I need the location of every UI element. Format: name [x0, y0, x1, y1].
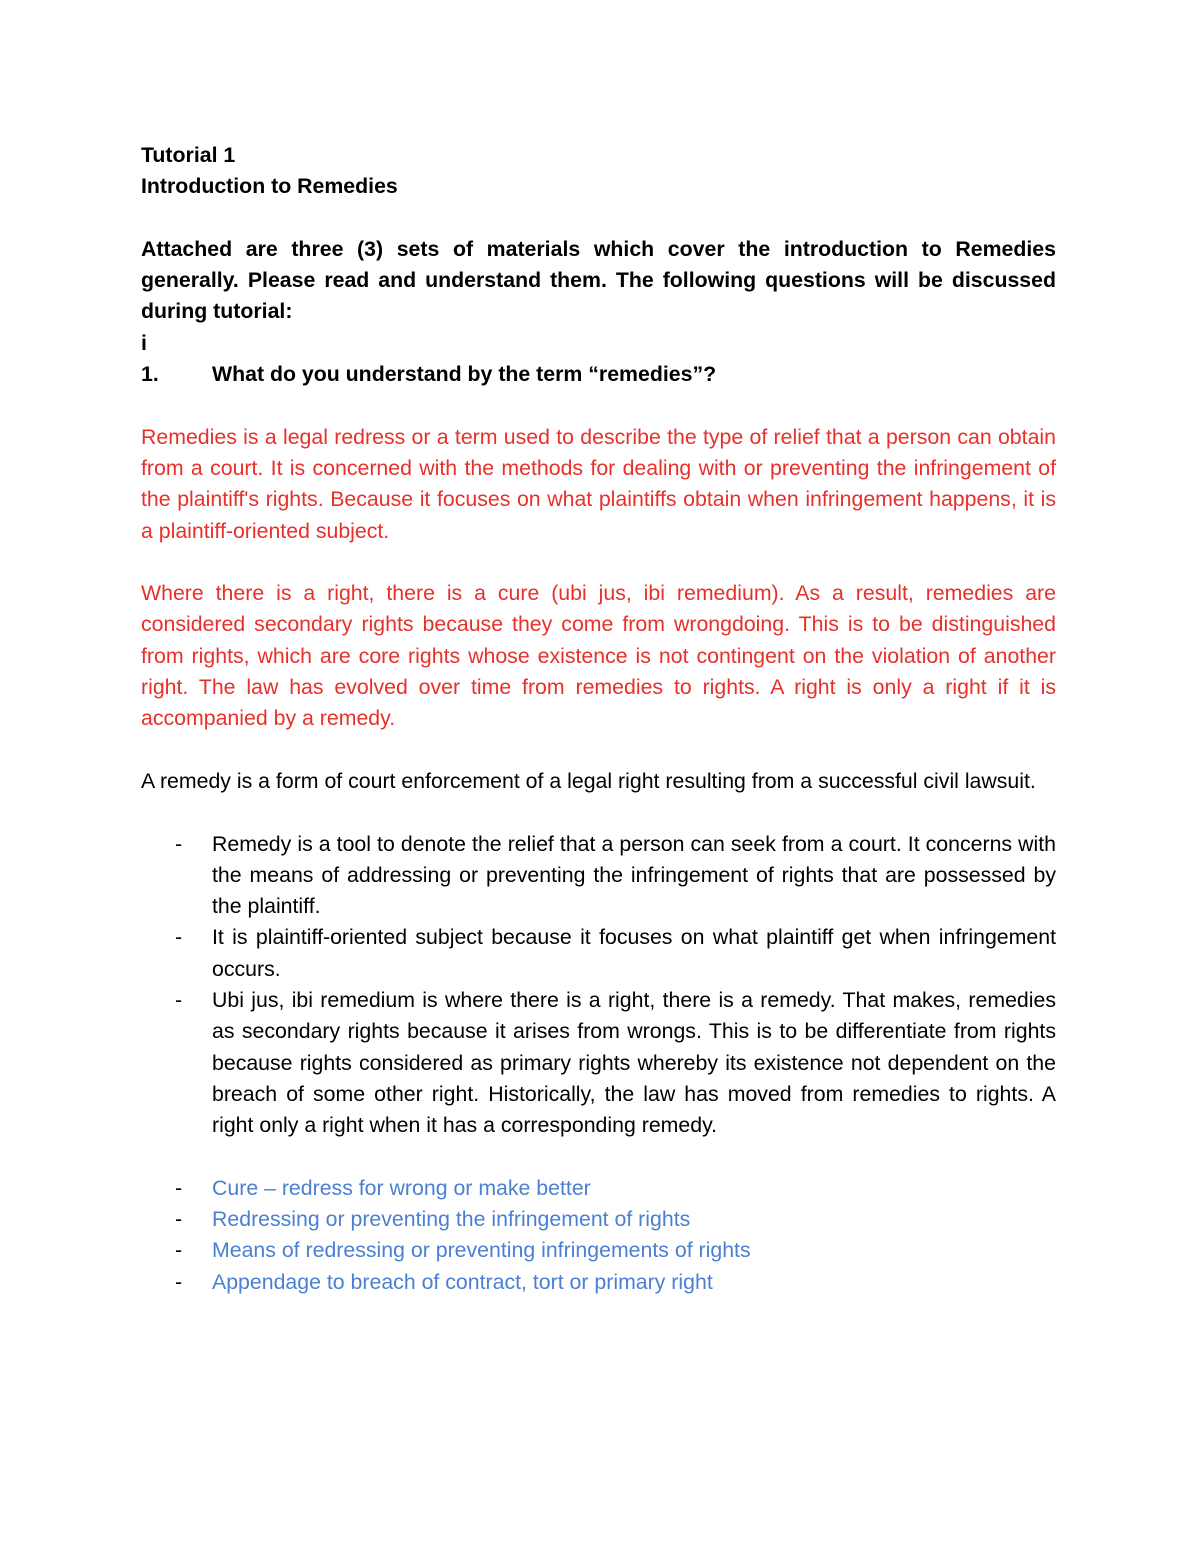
bullet-dash: -: [175, 831, 183, 856]
bullet-dash: -: [175, 1175, 183, 1200]
list-item-text: Remedy is a tool to denote the relief that a person can seek from a court. It concerns with the means of addressing or preventing the infringement of rights that are possessed by the plaintiff.: [212, 831, 1056, 919]
spacer: [141, 797, 1056, 828]
list-item-text: Redressing or preventing the infringement of rights: [212, 1207, 691, 1232]
bullet-dash: -: [175, 925, 183, 950]
bullet-dash: -: [175, 988, 183, 1013]
spacer: [141, 390, 1056, 421]
question-1: [141, 359, 1056, 390]
answer-paragraph-2: Where there is a right, there is a cure (ubi jus, ibi remedium). As a result, remedies are considered secondary rights because they come from wrongdoing. This is to be distinguished from rights, which are core rights whose existence is not contingent on the violation of another right. The law has evolved over time from remedies to rights. A right is only a right if it is accompanied by a remedy.: [141, 581, 1056, 731]
spacer: [141, 1142, 1056, 1173]
question-text: What do you understand by the term “remedies”?: [212, 362, 717, 387]
question-number: 1.: [141, 362, 159, 387]
document-page: [141, 140, 1056, 1298]
list-item: [141, 1204, 1056, 1235]
bullet-dash: -: [175, 1238, 183, 1263]
notes-list-black: [141, 829, 1056, 1142]
list-item-text: Ubi jus, ibi remedium is where there is a right, there is a remedy. That makes, remedies as secondary rights because it arises from wrongs. This is to be differentiate from rights because rights considered as primary rights whereby its existence not dependent on the breach of some other right. Historically, the law has moved from remedies to rights. A right only a right when it has a corresponding remedy.: [212, 988, 1056, 1138]
list-item: [141, 829, 1056, 923]
spacer: [141, 735, 1056, 766]
list-item: [141, 1173, 1056, 1204]
list-item-text: It is plaintiff-oriented subject because it focuses on what plaintiff get when infringement occurs.: [212, 925, 1056, 981]
bullet-dash: -: [175, 1207, 183, 1232]
list-item: [141, 985, 1056, 1141]
definition-paragraph: A remedy is a form of court enforcement of a legal right resulting from a successful civil lawsuit.: [141, 768, 1036, 793]
stray-mark: i: [141, 330, 147, 355]
list-item-text: Appendage to breach of contract, tort or primary right: [212, 1269, 713, 1294]
spacer: [141, 547, 1056, 578]
notes-list-blue: [141, 1173, 1056, 1298]
list-item: [141, 922, 1056, 985]
spacer: [141, 203, 1056, 234]
intro-paragraph: Attached are three (3) sets of materials which cover the introduction to Remedies generally. Please read and understand them. The following questions will be discussed during tutorial:: [141, 236, 1056, 324]
answer-paragraph-1: Remedies is a legal redress or a term used to describe the type of relief that a person can obtain from a court. It is concerned with the methods for dealing with or preventing the infringement of the plaintiff's rights. Because it focuses on what plaintiffs obtain when infringement happens, it is a plaintiff-oriented subject.: [141, 424, 1056, 543]
list-item: [141, 1267, 1056, 1298]
tutorial-title: Tutorial 1: [141, 143, 236, 167]
tutorial-subtitle: Introduction to Remedies: [141, 174, 398, 199]
list-item: [141, 1235, 1056, 1266]
bullet-dash: -: [175, 1269, 183, 1294]
list-item-text: Means of redressing or preventing infringements of rights: [212, 1238, 751, 1263]
list-item-text: Cure – redress for wrong or make better: [212, 1175, 591, 1200]
